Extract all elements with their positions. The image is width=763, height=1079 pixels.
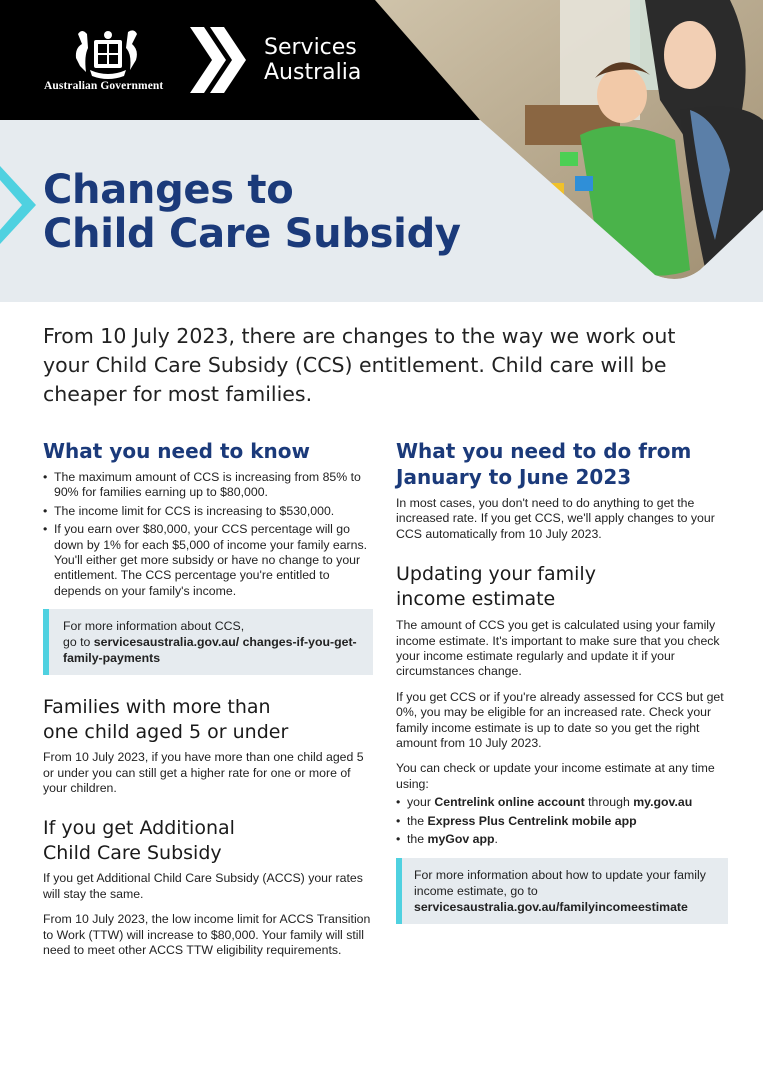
accs-heading-line1: If you get Additional (43, 817, 235, 840)
list-item: • The maximum amount of CCS is increasing from 85% to 90% for families earning up to $80,000. (43, 470, 373, 501)
agency-name-line1: Services (264, 35, 357, 60)
agency-name-line2: Australia (264, 60, 362, 85)
callout-text: For more information about CCS, (63, 619, 245, 634)
services-australia-logo-icon (190, 27, 248, 93)
todo-heading-line1: What you need to do from (396, 439, 692, 463)
right-column (396, 438, 728, 924)
list-item (396, 795, 728, 810)
centrelink-account-link[interactable]: Centrelink online account (434, 795, 585, 810)
update-body-3: You can check or update your income estimate at any time using: (396, 761, 715, 791)
know-heading: What you need to know (43, 439, 310, 463)
page-title-line2: Child Care Subsidy (43, 211, 461, 257)
todo-heading (396, 438, 728, 490)
express-plus-app-link[interactable]: Express Plus Centrelink mobile app (427, 813, 637, 828)
update-heading (396, 562, 728, 612)
list-item (396, 832, 728, 847)
accs-heading-line2: Child Care Subsidy (43, 842, 222, 865)
accs-body-2: From 10 July 2023, the low income limit for ACCS Transition to Work (TTW) will increase to $80,000. Your family will still need to meet other ACCS TTW eligibility requirements. (43, 912, 371, 958)
know-list (43, 470, 373, 599)
update-heading-line2: income estimate (396, 588, 556, 611)
update-options-list (396, 795, 728, 847)
ccs-info-callout (43, 609, 373, 675)
accs-body-1: If you get Additional Child Care Subsidy (ACCS) your rates will stay the same. (43, 871, 363, 901)
update-body-2: If you get CCS or if you're already assessed for CCS but get 0%, you may be eligible for an increased rate. Check your family income estimate is up to date so you get the right amount from 10 July 2023. (396, 689, 724, 751)
income-estimate-link[interactable]: servicesaustralia.gov.au/familyincomeestimate (414, 899, 688, 914)
callout-goto: go to (63, 635, 91, 650)
agency-name (264, 35, 361, 85)
page-title (43, 168, 461, 256)
list-item: • If you earn over $80,000, your CCS percentage will go down by 1% for each $5,000 of income your family earns. You'll either get more subsidy or have no change to your entitlement. The CCS percentage you're entitled to depends on your family's income. (43, 522, 373, 599)
families-body: From 10 July 2023, if you have more than one child aged 5 or under you can still get a higher rate for one or more of your children. (43, 750, 364, 796)
bullet-text: the (407, 832, 425, 847)
callout-text: For more information about how to update your family income estimate, go to (414, 867, 706, 898)
income-estimate-callout (396, 858, 728, 924)
list-item: • The income limit for CCS is increasing to $530,000. (43, 504, 373, 519)
mygov-app-link[interactable]: myGov app (427, 832, 495, 847)
families-heading-line1: Families with more than (43, 696, 271, 719)
update-body-1: The amount of CCS you get is calculated using your family income estimate. It's important to make sure that you check your income estimate regularly and update it if your circumstances change. (396, 618, 720, 679)
update-heading-line1: Updating your family (396, 563, 596, 586)
chevron-right-icon (0, 166, 36, 244)
todo-heading-line2: January to June 2023 (396, 465, 632, 489)
families-heading-line2: one child aged 5 or under (43, 721, 289, 744)
bullet-text: through (588, 795, 630, 810)
bullet-text: . (494, 832, 498, 847)
accs-heading (43, 816, 373, 866)
bullet-text: your (407, 795, 431, 810)
ccs-info-link[interactable]: servicesaustralia.gov.au/ changes-if-you-get-family-payments (63, 635, 357, 666)
bullet-text: the (407, 813, 425, 828)
page-title-line1: Changes to (43, 167, 294, 213)
header-banner (0, 0, 763, 302)
list-item (396, 814, 728, 829)
mygov-link[interactable]: my.gov.au (633, 795, 693, 810)
left-column (43, 438, 373, 959)
government-name: Australian Government (44, 80, 164, 92)
todo-body: In most cases, you don't need to do anything to get the increased rate. If you get CCS, we'll apply changes to your CCS automatically from 10 July 2023. (396, 496, 715, 541)
families-heading (43, 695, 373, 745)
intro-paragraph: From 10 July 2023, there are changes to the way we work out your Child Care Subsidy (CCS) entitlement. Child care will be cheaper for most families. (43, 324, 676, 406)
